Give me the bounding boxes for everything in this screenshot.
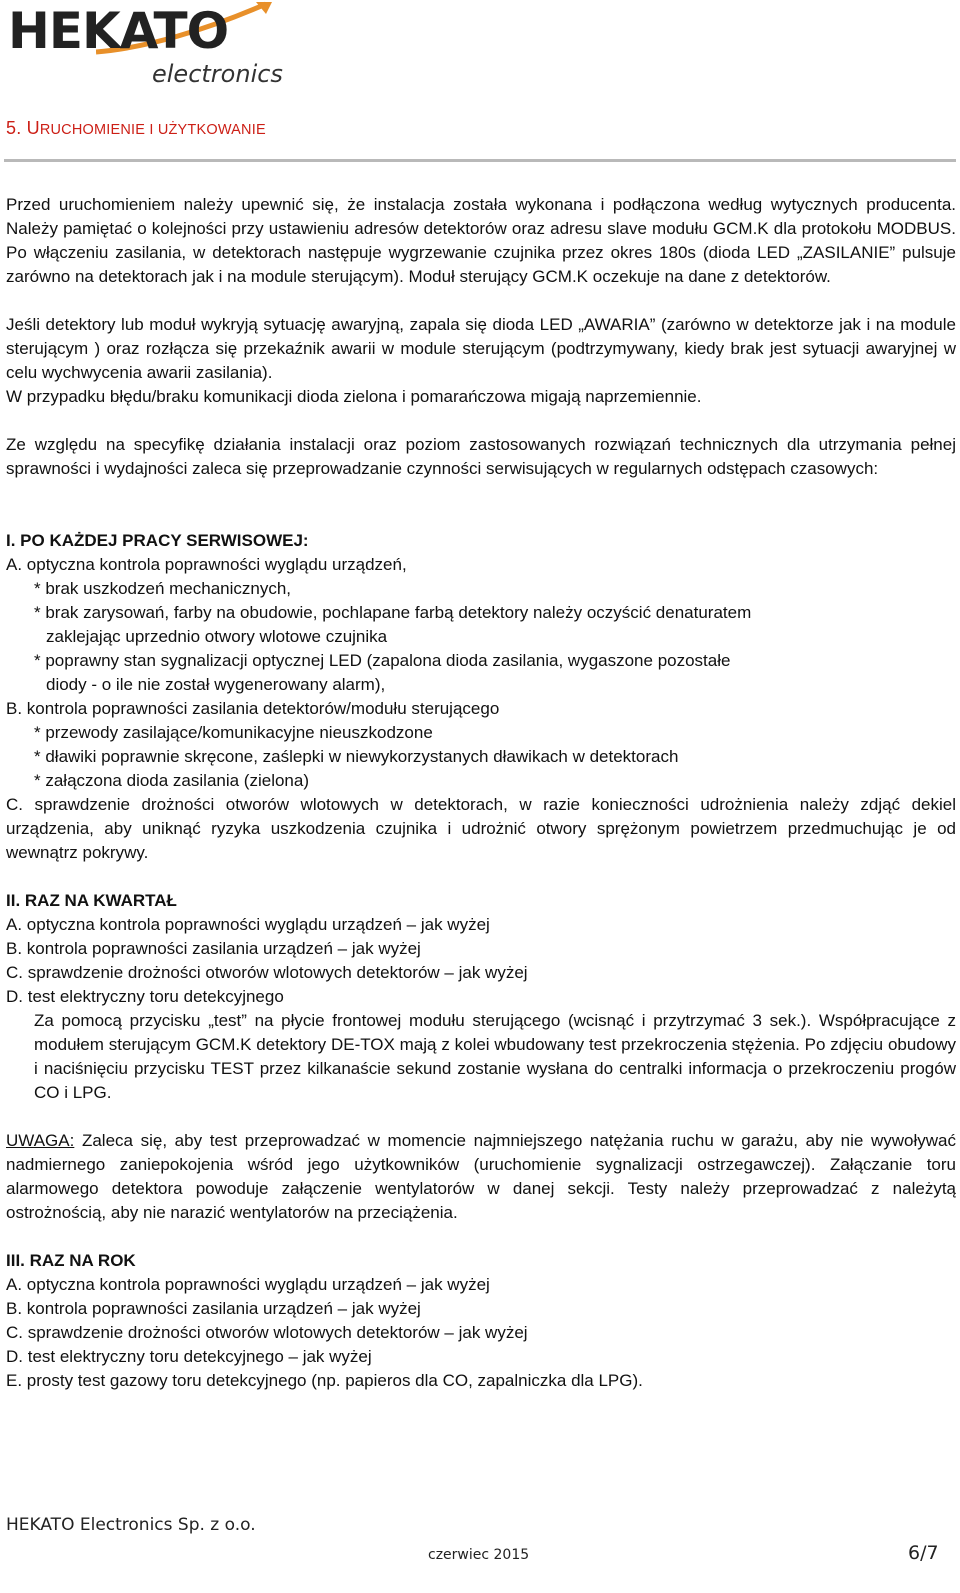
- list-item: D. test elektryczny toru detekcyjnego: [6, 987, 284, 1006]
- paragraph-maintenance: Ze względu na specyfikę działania instalacji oraz poziom zastosowanych rozwiązań technicznych dla utrzymania pełnej sprawności i wydajności zaleca się przeprowadzanie czynności serwisujących w regularnych odstępach czasowych:: [6, 435, 956, 478]
- section-yearly-title: III. RAZ NA ROK: [6, 1251, 136, 1270]
- section-title-rest: RUCHOMIENIE I UŻYTKOWANIE: [39, 122, 266, 138]
- warning-label: UWAGA:: [6, 1131, 75, 1150]
- list-item: C. sprawdzenie drożności otworów wlotowych detektorów – jak wyżej: [6, 1323, 528, 1342]
- list-subitem: * przewody zasilające/komunikacyjne nieuszkodzone: [34, 723, 433, 742]
- list-item: A. optyczna kontrola poprawności wyglądu urządzeń – jak wyżej: [6, 1275, 490, 1294]
- list-item: E. prosty test gazowy toru detekcyjnego (np. papieros dla CO, zapalniczka dla LPG).: [6, 1371, 643, 1390]
- heading-divider: [4, 159, 956, 162]
- list-item: C. sprawdzenie drożności otworów wlotowych detektorów – jak wyżej: [6, 963, 528, 982]
- list-subitem: * brak uszkodzeń mechanicznych,: [34, 579, 292, 598]
- list-item: D. test elektryczny toru detekcyjnego – jak wyżej: [6, 1347, 372, 1366]
- list-subitem: * dławiki poprawnie skręcone, zaślepki w niewykorzystanych dławikach w detektorach: [34, 747, 679, 766]
- paragraph-startup: Przed uruchomieniem należy upewnić się, że instalacja została wykonana i podłączona według wytycznych producenta. Należy pamiętać o kolejności przy ustawieniu adresów detektorów oraz adresu slave modułu GCM.K dla protokołu MODBUS. Po włączeniu zasilania, w detektorach następuje wygrzewanie czujnika przez okres 180s (dioda LED „ZASILANIE” pulsuje zarówno na detektorach jak i na module sterującym). Moduł sterujący GCM.K oczekuje na dane z detektorów.: [6, 195, 956, 286]
- list-item: B. kontrola poprawności zasilania urządzeń – jak wyżej: [6, 1299, 421, 1318]
- paragraph-failure: Jeśli detektory lub moduł wykryją sytuację awaryjną, zapala się dioda LED „AWARIA” (zarówno w detektorze jak i na module sterującym ) oraz rozłącza się przekaźnik awarii w module sterującym (podtrzymywany, kiedy brak jest sytuacji awaryjnej w celu wychwycenia awarii zasilania).: [6, 315, 956, 382]
- list-subitem: * brak zarysowań, farby na obudowie, pochlapane farbą detektory należy oczyścić denaturatem: [34, 603, 752, 622]
- list-subitem-continuation: zaklejając uprzednio otwory wlotowe czujnika: [46, 627, 388, 646]
- section-after-service-title: I. PO KAŻDEJ PRACY SERWISOWEJ:: [6, 531, 309, 550]
- list-subitem-continuation: diody - o ile nie został wygenerowany alarm),: [46, 675, 386, 694]
- footer-company: HEKATO Electronics Sp. z o.o.: [6, 1515, 256, 1535]
- logo-wordmark: HEKATO: [8, 2, 229, 60]
- section-title-initial: U: [26, 118, 40, 138]
- list-item: A. optyczna kontrola poprawności wyglądu urządzeń,: [6, 555, 407, 574]
- list-item: A. optyczna kontrola poprawności wyglądu urządzeń – jak wyżej: [6, 915, 490, 934]
- section-heading: [6, 118, 266, 139]
- warning-paragraph: [6, 1129, 956, 1225]
- list-item: B. kontrola poprawności zasilania urządzeń – jak wyżej: [6, 939, 421, 958]
- logo-subtitle: electronics: [152, 60, 283, 88]
- list-item: C. sprawdzenie drożności otworów wlotowych w detektorach, w razie konieczności udrożnienia należy zdjąć dekiel urządzenia, aby uniknąć ryzyka uszkodzenia czujnika i udrożnić otwory sprężonym powietrzem przedmuchując je od wewnątrz pokrywy.: [6, 795, 956, 862]
- list-subitem: * poprawny stan sygnalizacji optycznej LED (zapalona dioda zasilania, wygaszone pozostałe: [34, 651, 731, 670]
- page-number: 6/7: [908, 1542, 939, 1564]
- section-number: 5.: [6, 118, 22, 138]
- list-subitem: * załączona dioda zasilania (zielona): [34, 771, 309, 790]
- list-item: B. kontrola poprawności zasilania detektorów/modułu sterującego: [6, 699, 500, 718]
- document-body: [6, 193, 956, 1393]
- warning-text: Zaleca się, aby test przeprowadzać w momencie najmniejszego natężania ruchu w garażu, aby nie wywoływać nadmiernego zaniepokojenia wśród jego użytkowników (uruchomienie sygnalizacji ostrzegawczej). Załączanie toru alarmowego detektora powoduje załączenie wentylatorów w danej sekcji. Testy należy przeprowadzać z należytą ostrożnością, aby nie narazić wentylatorów na przeciążenia.: [6, 1131, 956, 1222]
- company-logo: [6, 0, 286, 92]
- section-quarterly-title: II. RAZ NA KWARTAŁ: [6, 891, 177, 910]
- test-description: Za pomocą przycisku „test” na płycie frontowej modułu sterującego (wcisnąć i przytrzymać 3 sek.). Współpracujące z modułem sterującym GCM.K detektory DE-TOX mają z kolei wbudowany test przekroczenia stężenia. Po zdjęciu obudowy i naciśnięciu przycisku TEST przez kilkanaście sekund zostanie wysłana do centralki informacja o przekroczeniu progów CO i LPG.: [34, 1011, 956, 1102]
- paragraph-communication: W przypadku błędu/braku komunikacji dioda zielona i pomarańczowa migają naprzemiennie.: [6, 387, 702, 406]
- footer-date: czerwiec 2015: [428, 1547, 530, 1563]
